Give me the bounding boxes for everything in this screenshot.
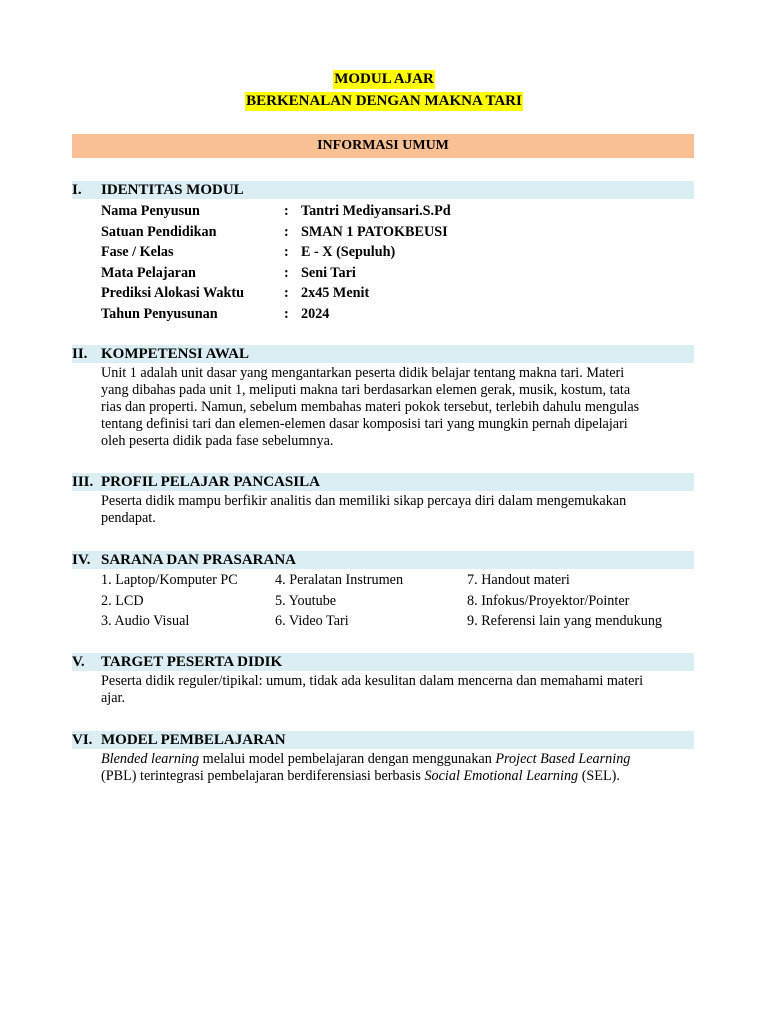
section-header [72, 551, 694, 569]
section-kompetensi [72, 345, 694, 450]
section-title: PROFIL PELAJAR PANCASILA [101, 474, 320, 490]
section-header [72, 181, 694, 199]
identitas-row [101, 222, 694, 243]
identitas-row [101, 201, 694, 222]
section-title: TARGET PESERTA DIDIK [101, 654, 283, 670]
section-title: SARANA DAN PRASARANA [101, 552, 297, 568]
section-header [72, 731, 694, 749]
sarana-item: 1. Laptop/Komputer PC [101, 572, 238, 588]
row-value: Tantri Mediyansari.S.Pd [301, 203, 451, 219]
row-sep: : [284, 285, 289, 301]
text-run: (PBL) terintegrasi pembelajaran berdiferensiasi berbasis [101, 768, 425, 784]
sarana-row [101, 611, 694, 632]
row-key: Fase / Kelas [101, 244, 174, 260]
row-key: Prediksi Alokasi Waktu [101, 285, 244, 301]
paragraph-line: Peserta didik reguler/tipikal: umum, tidak ada kesulitan dalam mencerna dan memahami materi [101, 673, 644, 689]
info-umum-bar: INFORMASI UMUM [72, 134, 694, 158]
sarana-row [101, 570, 694, 591]
text-run: melalui model pembelajaran dengan menggunakan [199, 751, 496, 767]
section-model [72, 731, 694, 785]
section-header [72, 345, 694, 363]
section-number: II. [72, 346, 88, 362]
row-value: Seni Tari [301, 264, 356, 281]
row-value: SMAN 1 PATOKBEUSI [301, 223, 448, 240]
sarana-item: 4. Peralatan Instrumen [275, 572, 404, 588]
row-sep: : [284, 203, 289, 219]
sarana-item: 8. Infokus/Proyektor/Pointer [467, 592, 630, 609]
title-line-1: MODUL AJAR [334, 71, 434, 87]
section-title: IDENTITAS MODUL [101, 182, 244, 198]
section-sarana [72, 551, 694, 632]
section-title: MODEL PEMBELAJARAN [101, 732, 286, 748]
paragraph-line: Peserta didik mampu berfikir analitis dan memiliki sikap percaya diri dalam mengemukakan [101, 493, 627, 509]
section-number: III. [72, 474, 94, 490]
section-profil [72, 473, 694, 527]
row-value: E - X (Sepuluh) [301, 244, 396, 260]
paragraph-line: yang dibahas pada unit 1, meliputi makna tari berdasarkan elemen gerak, musik, kostum, tata [101, 382, 631, 398]
section-paragraph [101, 751, 694, 785]
row-key: Nama Penyusun [101, 203, 200, 219]
paragraph-line [101, 751, 694, 768]
section-number: VI. [72, 732, 93, 748]
row-key: Mata Pelajaran [101, 264, 196, 281]
term-blended-learning: Blended learning [101, 751, 200, 767]
row-value: 2x45 Menit [301, 285, 370, 301]
identitas-row [101, 242, 694, 263]
row-sep: : [284, 264, 289, 281]
paragraph-line: ajar. [101, 690, 126, 706]
row-sep: : [284, 244, 289, 260]
term-sel: Social Emotional Learning [424, 768, 579, 784]
row-sep: : [284, 223, 289, 240]
identitas-row [101, 263, 694, 284]
row-sep: : [284, 305, 289, 322]
sarana-row [101, 591, 694, 612]
sarana-item: 6. Video Tari [275, 613, 349, 629]
paragraph-line: pendapat. [101, 510, 156, 526]
paragraph-line [101, 768, 694, 785]
sarana-item: 7. Handout materi [467, 572, 570, 588]
sarana-list [101, 570, 694, 632]
row-key: Satuan Pendidikan [101, 223, 217, 240]
identitas-row [101, 304, 694, 325]
document-title [0, 70, 768, 114]
text-run: (SEL). [578, 768, 620, 784]
paragraph-line: oleh peserta didik pada fase sebelumnya. [101, 433, 334, 449]
sarana-item: 9. Referensi lain yang mendukung [467, 613, 663, 629]
section-number: I. [72, 182, 82, 198]
identitas-table [101, 201, 694, 324]
term-pbl: Project Based Learning [495, 751, 631, 767]
paragraph-line: rias dan properti. Namun, sebelum membahas materi pokok tersebut, terlebih dahulu mengulas [101, 399, 640, 415]
paragraph-line: tentang definisi tari dan elemen-elemen dasar komposisi tari yang mungkin pernah dipelajari [101, 416, 628, 432]
row-key: Tahun Penyusunan [101, 305, 218, 322]
section-header [72, 653, 694, 671]
section-title: KOMPETENSI AWAL [101, 346, 249, 362]
section-header [72, 473, 694, 491]
sarana-item: 2. LCD [101, 592, 144, 609]
section-target [72, 653, 694, 707]
section-number: V. [72, 654, 85, 670]
sarana-item: 3. Audio Visual [101, 613, 190, 629]
title-line-2: BERKENALAN DENGAN MAKNA TARI [246, 93, 522, 109]
section-number: IV. [72, 552, 91, 568]
section-identitas [72, 181, 694, 324]
section-paragraph [101, 673, 694, 707]
sarana-item: 5. Youtube [275, 592, 337, 609]
identitas-row [101, 283, 694, 304]
row-value: 2024 [301, 305, 330, 322]
section-paragraph [101, 365, 694, 450]
section-paragraph [101, 493, 694, 527]
paragraph-line: Unit 1 adalah unit dasar yang mengantarkan peserta didik belajar tentang makna tari. Materi [101, 365, 625, 381]
